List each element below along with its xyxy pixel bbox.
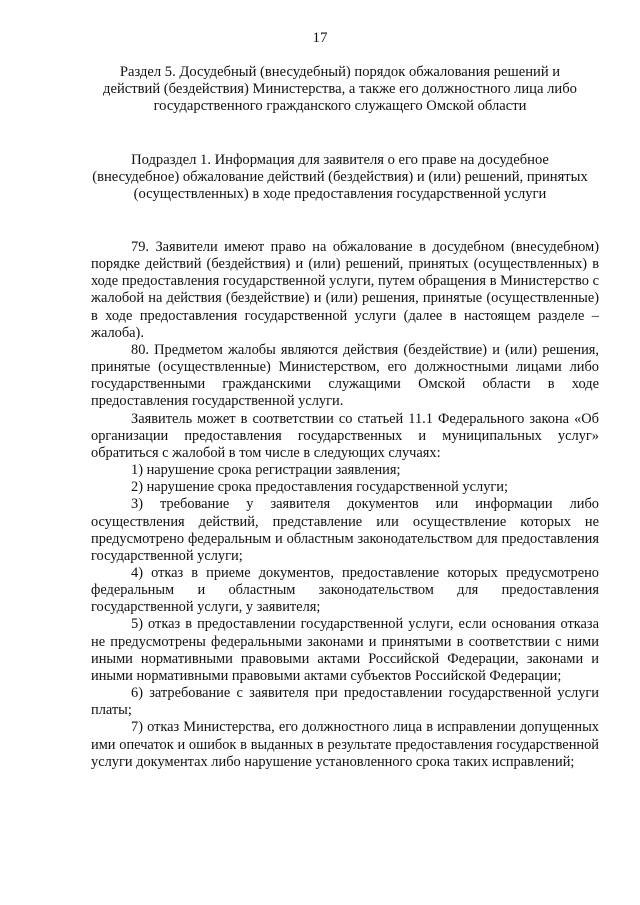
list-item-1: 1) нарушение срока регистрации заявления;	[131, 462, 401, 479]
page-number: 17	[312, 30, 328, 46]
list-item-4: 4) отказ в приеме документов, предоставление которых предусмотрено федеральным и областным законодательством для предоставления государственной услуги, у заявителя;	[91, 564, 599, 616]
list-item-2: 2) нарушение срока предоставления государственной услуги;	[131, 479, 508, 496]
list-item-3: 3) требование у заявителя документов или информации либо осуществления действий, представление или осуществление которых не предусмотрено федеральным и областным законодательством для предоставления государственной услуги;	[91, 496, 599, 564]
list-item-6: 6) затребование с заявителя при предоставлении государственной услуги платы;	[91, 685, 599, 719]
subsection-title: Подраздел 1. Информация для заявителя о его праве на досудебное (внесудебное) обжалование действий (бездействия) и (или) решений, принятых (осуществленных) в ходе предоставления государственной услуги	[92, 152, 588, 203]
list-item-5: 5) отказ в предоставлении государственной услуги, если основания отказа не предусмотрены федеральными законами и принятыми в соответствии с ними иными нормативными правовыми актами Российской Федерации, законами и иными нормативными правовыми актами субъектов Российской Федерации;	[91, 616, 599, 684]
section-title: Раздел 5. Досудебный (внесудебный) порядок обжалования решений и действий (бездействия) Министерства, а также его должностного лица либо государственного гражданского служащего Омской области	[103, 64, 577, 115]
list-item-7: 7) отказ Министерства, его должностного лица в исправлении допущенных ими опечаток и ошибок в выданных в результате предоставления государственной услуги документах либо нарушение установленного срока таких исправлений;	[91, 719, 599, 770]
paragraph-79: 79. Заявители имеют право на обжалование в досудебном (внесудебном) порядке действий (бездействия) и (или) решений, принятых (осуществленных) в ходе предоставления государственной услуги, путем обращения в Министерство с жалобой на действия (бездействие) и (или) решения, принятые (осуществленные) в ходе предоставления государственной услуги (далее в настоящем разделе – жалоба).	[91, 239, 599, 341]
paragraph-80: 80. Предметом жалобы являются действия (бездействие) и (или) решения, принятые (осуществленные) Министерством, его должностными лицами либо государственными гражданскими служащими Омской области в ходе предоставления государственной услуги.	[91, 341, 599, 410]
body-text	[91, 239, 599, 771]
paragraph-intro: Заявитель может в соответствии со статьей 11.1 Федерального закона «Об организации предоставления государственных и муниципальных услуг» обратиться с жалобой в том числе в следующих случаях:	[91, 410, 599, 461]
